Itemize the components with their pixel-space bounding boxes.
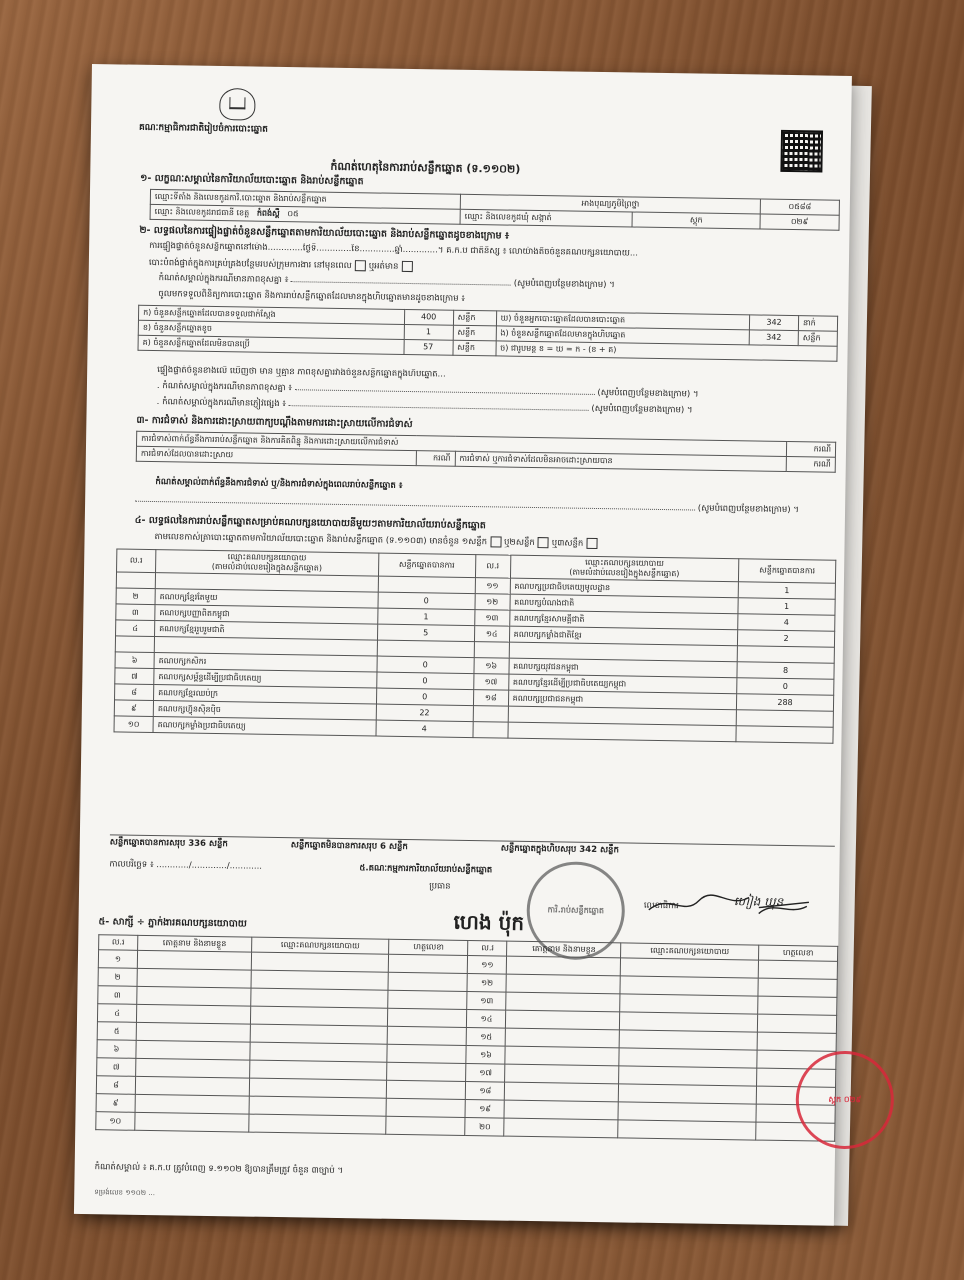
secretary-name: ហៀង ឃុន — [733, 894, 784, 909]
witness-cell[interactable] — [620, 1012, 758, 1032]
result-cell: ១៨ — [473, 690, 508, 707]
witness-cell[interactable] — [758, 960, 837, 979]
checkbox-yes[interactable] — [355, 260, 366, 271]
witness-cell[interactable] — [619, 1084, 757, 1104]
result-cell: គណបក្សបញ្ញាពិតកម្ពុជា — [155, 605, 378, 624]
objection-table: ការជំទាស់ពាក់ព័ន្ធនឹងការរាប់សន្លឹកឆ្នោត និងការគិតពិន្ទុ និងការដោះស្រាយលើការជំទាស់ ករណី ការជំទាស់ដែលបានដោះស្រាយ ករណី ការជំទាស់ ឬការជំទាស់ដែលមិនអាចដោះស្រាយបាន ករណី — [136, 431, 836, 473]
date-line: កាលបរិច្ឆេទ ៖ ............/............./............ — [109, 859, 263, 872]
result-cell: គណបក្សហ៊្វុនស៊ិនប៉ិច — [153, 701, 376, 720]
witness-cell: ៥ — [97, 1022, 136, 1041]
witness-cell[interactable] — [506, 974, 620, 994]
result-cell: គណបក្សបំណងជាតិ — [510, 594, 739, 614]
result-cell: 4 — [738, 614, 835, 632]
witness-cell[interactable] — [249, 1060, 387, 1080]
result-cell: គណបក្សកសិករ — [154, 653, 377, 672]
witness-cell[interactable] — [136, 1040, 250, 1060]
result-cell: ៦ — [115, 652, 154, 669]
result-cell: គណបក្សកម្លាំងប្រជាធិបតេយ្យ — [153, 717, 376, 736]
witness-cell[interactable] — [388, 972, 467, 991]
result-cell: 5 — [377, 624, 474, 642]
witness-cell[interactable] — [620, 958, 758, 978]
witness-cell[interactable] — [250, 1042, 388, 1062]
witness-cell[interactable] — [506, 1010, 620, 1030]
result-cell: 4 — [376, 720, 473, 738]
witness-cell[interactable] — [387, 1044, 466, 1063]
witness-cell[interactable] — [505, 1046, 619, 1066]
witness-cell: ១០ — [96, 1112, 135, 1131]
witness-cell: ៣ — [98, 986, 137, 1005]
section1-table — [150, 189, 840, 231]
secretary-signature — [639, 888, 819, 921]
qr-code-icon — [780, 130, 823, 173]
chair-label: ប្រធាន — [429, 881, 451, 892]
result-cell: គណបក្សប្រជាជនកម្ពុជា — [508, 690, 737, 710]
section2-note: កំណត់សម្គាល់ក្នុងករណីមានភាពខុសគ្នា ៖ (សូមបំពេញបន្ថែមខាងក្រោម) ។ — [158, 273, 615, 291]
witness-cell[interactable] — [136, 1004, 250, 1024]
result-cell: ១៣ — [474, 610, 509, 627]
result-cell: 1 — [738, 598, 835, 616]
witness-cell[interactable] — [757, 1032, 836, 1051]
witness-cell[interactable] — [250, 1006, 388, 1026]
witness-cell[interactable] — [386, 1098, 465, 1117]
ballot-row: ក) ចំនួនសន្លឹកឆ្នោតដែលបានទទួលជាក់ស្តែង 400 សន្លឹក ឃ) ចំនួនអ្នកបោះឆ្នោតដែលបានបោះឆ្នោត 342 នាក់ — [138, 305, 837, 331]
witness-cell[interactable] — [619, 1066, 757, 1086]
witness-cell[interactable] — [619, 1030, 757, 1050]
witness-cell: ១៩ — [465, 1099, 504, 1118]
witness-cell[interactable] — [504, 1100, 618, 1120]
province-label: ឈ្មោះ និងលេខកូដរាជធានី ខេត្ត កំពង់ស្ពឺ ០៥ — [150, 204, 460, 224]
result-cell: 1 — [377, 608, 474, 626]
result-cell: 22 — [376, 704, 473, 722]
nec-logo — [219, 88, 255, 121]
section1-heading: ១- លក្ខណៈសម្គាល់នៃការិយាល័យបោះឆ្នោត និងរាប់សន្លឹកឆ្នោត — [140, 172, 364, 188]
result-cell — [474, 642, 509, 659]
result-cell: ១២ — [475, 594, 510, 611]
station-code: ០៥៨៨ — [760, 199, 839, 215]
witness-cell[interactable] — [506, 992, 620, 1012]
witness-cell[interactable] — [758, 978, 837, 997]
witness-cell[interactable] — [618, 1102, 756, 1122]
witness-cell[interactable] — [387, 1062, 466, 1081]
totals-row — [110, 834, 835, 859]
section2-line2: បោះបំពង់ផ្ទាត់ក្នុងការគ្រប់គ្រងបន្ថែមរបស់ក្រុមការងារ នៅមុនពេល ឬអត់មាន — [149, 257, 416, 273]
result-cell: គណបក្សខ្មែរឈប់ក្រ — [154, 685, 377, 704]
result-cell — [736, 726, 833, 744]
result-cell: 0 — [377, 656, 474, 674]
ballot-row: ខ) ចំនួនសន្លឹកឆ្នោតខូច 1 សន្លឹក ង) ចំនួនសន្លឹកឆ្នោតដែលមានក្នុងហិបឆ្នោត 342 សន្លឹក — [138, 320, 837, 346]
witness-cell[interactable] — [757, 1014, 836, 1033]
ballot-count-table — [138, 305, 839, 362]
committee-stamp: ការិ.រាប់សន្លឹកឆ្នោត — [526, 861, 626, 961]
total-invalid: សន្លឹកឆ្នោតមិនបានការសរុប 6 សន្លឹក — [290, 840, 408, 853]
witness-cell: ២០ — [465, 1117, 504, 1136]
witness-cell[interactable] — [505, 1064, 619, 1084]
result-cell: ៩ — [114, 700, 153, 717]
witness-cell[interactable] — [388, 990, 467, 1009]
result-cell — [508, 722, 737, 742]
result-cell: 0 — [737, 678, 834, 696]
witness-cell[interactable] — [389, 954, 468, 973]
witness-cell[interactable] — [251, 952, 389, 972]
witness-cell[interactable] — [506, 1028, 620, 1048]
result-cell — [378, 576, 475, 594]
witness-cell[interactable] — [135, 1112, 249, 1132]
result-cell: 8 — [737, 662, 834, 680]
witness-cell[interactable] — [388, 1008, 467, 1027]
witness-cell[interactable] — [504, 1118, 618, 1138]
checkbox-3-sheets[interactable] — [586, 538, 597, 549]
organization-name: គណៈកម្មាធិការជាតិរៀបចំការបោះឆ្នោត — [138, 122, 268, 135]
result-cell — [737, 646, 834, 664]
section3-note-line: (សូមបំពេញបន្ថែមខាងក្រោម) ។ — [135, 495, 835, 517]
witness-cell[interactable] — [249, 1114, 387, 1134]
section2-line1: ការផ្ទៀងផ្ទាត់ចំនួនសន្លឹកឆ្នោតនៅម៉ោង.............ថ្ងៃទី.............ខែ.............ឆ្នាំ.............។ គ.ក.ប ជាតិនិស្ស ៖ លោយ៉ាងតិចចំនួនគណបក្សនយោបាយ... — [149, 240, 639, 259]
section4-intro: តាមលេខកាស់ត្រាបោះឆ្នោតតាមការិយាល័យបោះឆ្នោត និងរាប់សន្លឹកឆ្នោត (ទ.១១០៣) មានចំនួន ១សន្លឹក ឬ២សន្លឹក ឬ៣សន្លឹក — [154, 531, 600, 550]
result-cell — [736, 710, 833, 728]
result-cell: គណបក្សប្រជាធិបតេយ្យមូលដ្ឋាន — [510, 578, 739, 598]
result-cell: 2 — [737, 630, 834, 648]
witness-cell: ១២ — [467, 974, 506, 993]
col-party-left: ឈ្មោះគណបក្សនយោបាយ (តាមលំដាប់លេខរៀងក្នុងសន្លឹកឆ្នោត) — [156, 550, 379, 576]
witness-cell: ១៧ — [466, 1064, 505, 1083]
witness-cell[interactable] — [758, 996, 837, 1015]
section2-intro: ចូលមកទទួលពិនិត្យការបោះឆ្នោត និងការរាប់សន្លឹកឆ្នោតដែលមានក្នុងហិបឆ្នោតមានដូចខាងក្រោម ៖ — [158, 289, 466, 304]
witness-cell: ១៤ — [467, 1010, 506, 1029]
result-cell: គណបក្សខ្មែរសាមគ្គីជាតិ — [509, 610, 738, 630]
chair-name-handwritten: ហេង ប៉ុក — [453, 909, 525, 935]
witness-cell[interactable] — [507, 956, 621, 976]
footer-note: កំណត់សម្គាល់ ៖ គ.ក.ប ត្រូវបំពេញ ទ.១១០២ ឱ្យបានត្រឹមត្រូវ ចំនួន ៣ច្បាប់ ។ — [94, 1162, 344, 1177]
result-cell: គណបក្សខ្មែរតែមួយ — [155, 589, 378, 608]
witness-table: ល.រ គោត្តនាម និងនាមខ្លួន ឈ្មោះគណបក្សនយោបាយ ហត្ថលេខា ល.រ គោត្តនាម និងនាមខ្លួន ឈ្មោះគណបក្សនយោបាយ ហត្ថលេខា ១ ១១ ២ ១២ ៣ ១៣ ៤ ១៤ ៥ ១៥ ៦ ១៦ ៧ ១៧ ៨ ១៨ ៩ ១៩ ១០ ២០ — [95, 934, 838, 1142]
result-cell: 0 — [378, 592, 475, 610]
total-in-box: សន្លឹកឆ្នោតក្នុងហិបសរុប 342 សន្លឹក — [500, 843, 619, 856]
result-cell: គណបក្សខ្មែរដើម្បីប្រជាធិបតេយ្យកម្ពុជា — [508, 674, 737, 694]
station-name-label: ឈ្មោះទីតាំង និងលេខកូដការិ.បោះឆ្នោត និងរាប់សន្លឹកឆ្នោត — [150, 189, 460, 209]
result-cell: ១៤ — [474, 626, 509, 643]
witness-cell[interactable] — [620, 994, 758, 1014]
commune-code: ០២៩ — [760, 214, 839, 230]
checkbox-2-sheets[interactable] — [538, 537, 549, 548]
witness-cell[interactable] — [136, 1058, 250, 1078]
witness-cell: ១៦ — [466, 1046, 505, 1065]
ballot-row: គ) ចំនួនសន្លឹកឆ្នោតដែលមិនបានប្រើ 57 សន្លឹក ច) ជារូបមន្ត ខ = ឃ = ក - (ខ + គ) — [138, 335, 837, 361]
witness-cell: ៦ — [97, 1040, 136, 1059]
result-cell: ៤ — [116, 620, 155, 637]
result-cell: 1 — [738, 582, 835, 600]
checkbox-1-sheet[interactable] — [490, 536, 501, 547]
commune-label: ឈ្មោះ និងលេខកូដឃុំ សង្កាត់ — [460, 209, 632, 227]
witness-cell[interactable] — [137, 968, 251, 988]
witness-cell[interactable] — [135, 1076, 249, 1096]
witness-cell: ៧ — [97, 1058, 136, 1077]
result-cell: 288 — [736, 694, 833, 712]
witness-cell: ១៥ — [467, 1028, 506, 1047]
result-cell: ៣ — [116, 604, 155, 621]
commune-value: ស្តុក — [632, 212, 760, 229]
section2-heading: ២- លទ្ធផលនៃការផ្ទៀងផ្ទាត់ចំនួនសន្លឹកឆ្នោតតាមការិយាល័យបោះឆ្នោត និងរាប់សន្លឹកឆ្នោតដូចខាងក្រោម ៖ — [139, 224, 510, 242]
witness-cell[interactable] — [251, 970, 389, 990]
witness-cell: ៤ — [97, 1004, 136, 1023]
result-cell: 0 — [376, 688, 473, 706]
form-title: កំណត់ហេតុនៃការរាប់សន្លឹកឆ្នោត (ទ.១១០២) — [330, 159, 521, 176]
station-name-value: អាងបុណ្យភូមិព្រៃថ្នា — [460, 194, 760, 214]
witness-cell[interactable] — [387, 1080, 466, 1099]
section2-check-line: ផ្ទៀងផ្ទាត់ចំនួនខាងលើ ឃើញថា មាន ឬគ្មាន ភាពខុសគ្នារវាងចំនួនសន្លឹកឆ្នោតក្នុងហិបឆ្នោត... — [157, 365, 446, 380]
result-cell: ១៦ — [474, 658, 509, 675]
witness-cell[interactable] — [618, 1120, 756, 1140]
witness-cell: ៩ — [96, 1094, 135, 1113]
result-cell: គណបក្សកម្លាំងជាតិខ្មែរ — [509, 626, 738, 646]
result-cell: គណបក្សយុវជនកម្ពុជា — [509, 658, 738, 678]
result-cell: 0 — [376, 672, 473, 690]
committee-label: ៥.គណៈកម្មការការិយាល័យរាប់សន្លឹកឆ្នោត — [359, 863, 493, 876]
results-table: ល.រ ឈ្មោះគណបក្សនយោបាយ (តាមលំដាប់លេខរៀងក្នុងសន្លឹកឆ្នោត) សន្លឹកឆ្នោតបានការ ល.រ ឈ្មោះគណបក្សនយោបាយ (តាមលំដាប់លេខរៀងក្នុងសន្លឹកឆ្នោត) សន្លឹកឆ្នោតបានការ ១១ គណបក្សប្រជាធិបតេយ្យមូលដ្ឋាន 1 ២ គណបក្សខ្មែរតែមួយ 0 ១២ គណបក្សបំណងជាតិ 1 ៣ គណបក្សបញ្ញាពិតកម្ពុជា 1 ១៣ គណបក្សខ្មែរសាមគ្គីជាតិ 4 ៤ គណបក្សខ្មែររួបរួមជាតិ 5 ១៤ គណបក្សកម្លាំងជាតិខ្មែរ 2 ៦ គណបក្សកសិករ 0 ១៦ គណបក្សយុវជនកម្ពុជា 8 ៧ គណបក្សសម្ព័ន្ធដើម្បីប្រជាធិបតេយ្យ 0 ១៧ គណបក្សខ្មែរដើម្បីប្រជាធិបតេយ្យកម្ពុជា 0 ៨ គណបក្សខ្មែរឈប់ក្រ 0 ១៨ គណបក្សប្រជាជនកម្ពុជា 288 ៩ គណបក្សហ៊្វុនស៊ិនប៉ិច 22 ១០ គណបក្សកម្លាំងប្រជាធិបតេយ្យ 4 — [114, 548, 837, 743]
document-page — [74, 64, 862, 1226]
result-cell: ៨ — [115, 684, 154, 701]
result-cell: គណបក្សសម្ព័ន្ធដើម្បីប្រជាធិបតេយ្យ — [154, 669, 377, 688]
section4-heading: ៤- លទ្ធផលនៃការរាប់សន្លឹកឆ្នោតសម្រាប់គណបក្សនយោបាយនីមួយៗតាមការិយាល័យរាប់សន្លឹកឆ្នោត — [134, 514, 486, 532]
result-cell: ១០ — [114, 716, 153, 733]
section3-note: កំណត់សម្គាល់ពាក់ព័ន្ធនឹងការជំទាស់ ឬ/និងការជំទាស់ក្នុងពេលរាប់សន្លឹកឆ្នោត ៖ — [155, 477, 403, 491]
witness-cell[interactable] — [386, 1116, 465, 1135]
witness-cell[interactable] — [137, 950, 251, 970]
witness-cell: ១៣ — [467, 992, 506, 1011]
witness-cell[interactable] — [249, 1096, 387, 1116]
witness-cell[interactable] — [249, 1078, 387, 1098]
section5-heading: ៥- សាក្សី ÷ ភ្នាក់ងារគណបក្សនយោបាយ — [98, 916, 247, 930]
witness-cell[interactable] — [137, 986, 251, 1006]
col-party-right: ឈ្មោះគណបក្សនយោបាយ (តាមលំដាប់លេខរៀងក្នុងសន្លឹកឆ្នោត) — [510, 555, 739, 582]
result-cell: ៧ — [115, 668, 154, 685]
witness-cell[interactable] — [620, 976, 758, 996]
commune-red-stamp: ស្តុក ០២៩ — [795, 1050, 895, 1150]
result-cell — [473, 722, 508, 739]
witness-cell: ១១ — [468, 956, 507, 975]
result-cell: គណបក្សខ្មែររួបរួមជាតិ — [155, 621, 378, 640]
section2-note2: . កំណត់សម្គាល់ក្នុងករណីមានភាពខុសគ្នា ៖ (សូមបំពេញបន្ថែមខាងក្រោម) ។ — [156, 381, 699, 400]
checkbox-no[interactable] — [401, 261, 412, 272]
witness-cell: ៨ — [96, 1076, 135, 1095]
result-cell — [377, 640, 474, 658]
witness-cell: ១ — [98, 950, 137, 969]
witness-cell[interactable] — [505, 1082, 619, 1102]
section3-heading: ៣- ការជំទាស់ និងការដោះស្រាយពាក្យបណ្តឹងតាមការដោះស្រាយលើការជំទាស់ — [136, 414, 413, 431]
witness-cell[interactable] — [619, 1048, 757, 1068]
witness-cell[interactable] — [136, 1022, 250, 1042]
witness-cell: ២ — [98, 968, 137, 987]
footer-small: ទម្រង់លេខ ១១០២ ... — [94, 1188, 156, 1198]
result-cell: ១៧ — [473, 674, 508, 691]
result-cell: ១១ — [475, 578, 510, 595]
witness-cell: ១៨ — [466, 1082, 505, 1101]
witness-cell[interactable] — [388, 1026, 467, 1045]
result-cell — [116, 572, 155, 589]
secretary-label: លេខាធិការ — [643, 900, 679, 912]
witness-cell[interactable] — [135, 1094, 249, 1114]
section2-note3: . កំណត់សម្គាល់ក្នុងករណីមានភ្ញៀវផ្សេង ៖ (សូមបំពេញបន្ថែមខាងក្រោម) ។ — [156, 397, 693, 416]
result-cell — [115, 636, 154, 653]
total-valid: សន្លឹកឆ្នោតបានការសរុប 336 សន្លឹក — [109, 837, 228, 850]
result-cell — [473, 706, 508, 723]
result-cell: ២ — [116, 588, 155, 605]
witness-cell[interactable] — [250, 988, 388, 1008]
witness-cell[interactable] — [250, 1024, 388, 1044]
